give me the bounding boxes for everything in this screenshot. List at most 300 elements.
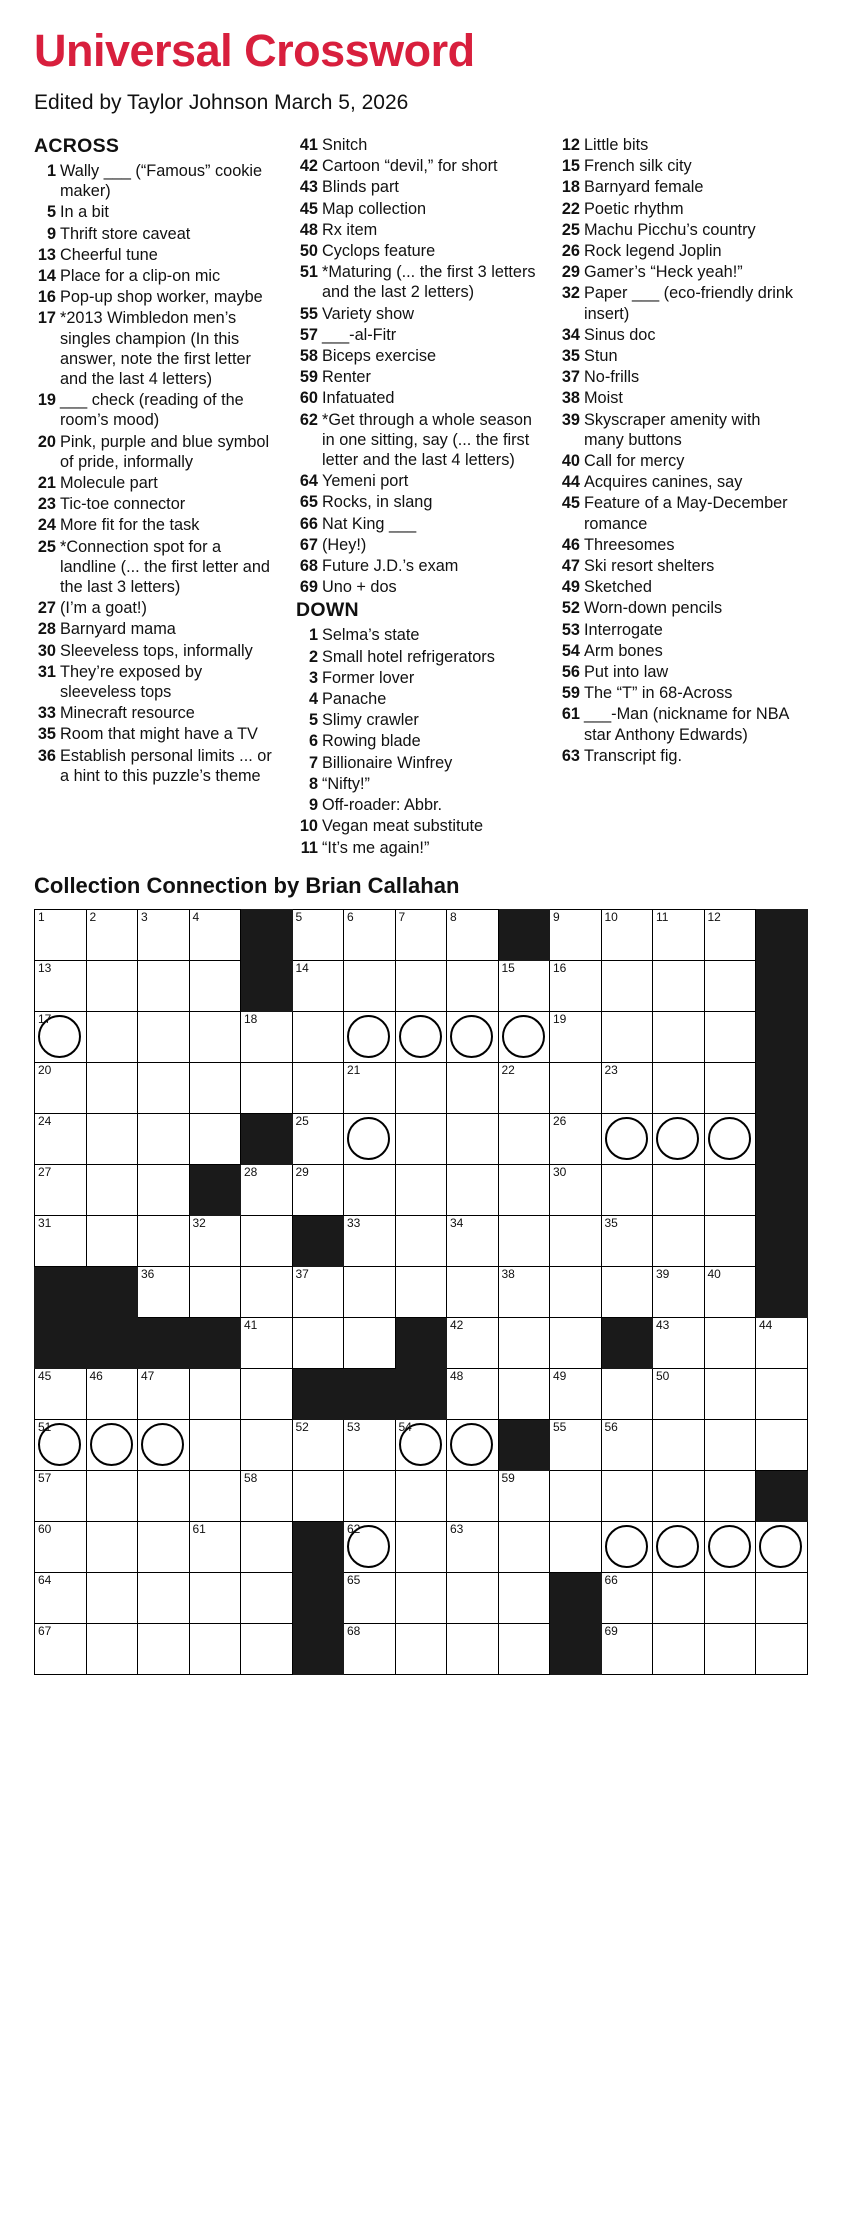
clue-item[interactable]: [558, 683, 798, 703]
grid-cell[interactable]: [653, 1164, 705, 1215]
grid-cell[interactable]: [653, 1470, 705, 1521]
grid-cell[interactable]: [138, 1572, 190, 1623]
clue-item[interactable]: [558, 620, 798, 640]
grid-cell[interactable]: [704, 1521, 756, 1572]
grid-cell[interactable]: [292, 1062, 344, 1113]
grid-cell[interactable]: [704, 1572, 756, 1623]
grid-cell[interactable]: [653, 909, 705, 960]
grid-cell[interactable]: [35, 1062, 87, 1113]
grid-cell[interactable]: [395, 1011, 447, 1062]
grid-cell[interactable]: [138, 1215, 190, 1266]
clue-item[interactable]: [296, 689, 536, 709]
grid-cell[interactable]: [447, 1062, 499, 1113]
grid-cell[interactable]: [292, 1470, 344, 1521]
grid-cell[interactable]: [344, 1011, 396, 1062]
grid-cell[interactable]: [601, 1266, 653, 1317]
clue-item[interactable]: [558, 451, 798, 471]
clue-item[interactable]: [558, 367, 798, 387]
grid-cell[interactable]: [241, 1623, 293, 1674]
clue-item[interactable]: [34, 641, 274, 661]
clue-item[interactable]: [34, 537, 274, 598]
grid-cell[interactable]: [550, 1062, 602, 1113]
clue-text: Small hotel refrigerators: [322, 647, 495, 666]
grid-cell[interactable]: [344, 1623, 396, 1674]
grid-cell[interactable]: [86, 960, 138, 1011]
grid-cell[interactable]: [35, 1419, 87, 1470]
grid-cell-number: 28: [244, 1164, 258, 1179]
grid-cell[interactable]: [550, 909, 602, 960]
clue-item[interactable]: [34, 224, 274, 244]
grid-cell[interactable]: [601, 1419, 653, 1470]
grid-cell[interactable]: [189, 1062, 241, 1113]
grid-cell[interactable]: [704, 1368, 756, 1419]
clue-item[interactable]: [34, 703, 274, 723]
grid-cell[interactable]: [189, 960, 241, 1011]
grid-cell[interactable]: [292, 909, 344, 960]
grid-cell-number: 13: [38, 960, 52, 975]
grid-cell[interactable]: [550, 1113, 602, 1164]
grid-cell-number: 53: [347, 1419, 361, 1434]
grid-cell[interactable]: [653, 1419, 705, 1470]
grid-cell[interactable]: [550, 1215, 602, 1266]
grid-cell[interactable]: [35, 1215, 87, 1266]
clue-item[interactable]: [296, 135, 536, 155]
grid-cell[interactable]: [653, 960, 705, 1011]
grid-cell[interactable]: [344, 1317, 396, 1368]
clue-column-3: [558, 135, 798, 767]
grid-cell[interactable]: [395, 1062, 447, 1113]
grid-cell[interactable]: [704, 1317, 756, 1368]
grid-cell[interactable]: [601, 1011, 653, 1062]
grid-cell[interactable]: [86, 1521, 138, 1572]
grid-cell[interactable]: [241, 1011, 293, 1062]
grid-cell[interactable]: [498, 1623, 550, 1674]
grid-cell[interactable]: [189, 1572, 241, 1623]
clue-item[interactable]: [296, 838, 536, 858]
grid-cell[interactable]: [395, 960, 447, 1011]
clue-item[interactable]: [296, 388, 536, 408]
grid-cell[interactable]: [344, 1419, 396, 1470]
grid-cell[interactable]: [344, 1470, 396, 1521]
clue-item[interactable]: [34, 746, 274, 786]
circle-marker-icon: [656, 1117, 699, 1160]
clue-item[interactable]: [296, 795, 536, 815]
clue-item[interactable]: [558, 556, 798, 576]
grid-cell[interactable]: [550, 1470, 602, 1521]
grid-cell[interactable]: [704, 1011, 756, 1062]
grid-cell[interactable]: [653, 1521, 705, 1572]
grid-cell[interactable]: [189, 1623, 241, 1674]
grid-cell[interactable]: [241, 1470, 293, 1521]
clue-item[interactable]: [34, 515, 274, 535]
clue-number: 27: [37, 599, 56, 618]
clue-item[interactable]: [34, 432, 274, 472]
grid-cell[interactable]: [498, 1215, 550, 1266]
grid-cell[interactable]: [292, 1317, 344, 1368]
circle-marker-icon: [656, 1525, 699, 1568]
grid-cell[interactable]: [241, 1572, 293, 1623]
clue-item[interactable]: [296, 816, 536, 836]
grid-cell[interactable]: [292, 1419, 344, 1470]
clue-item[interactable]: [34, 724, 274, 744]
grid-cell[interactable]: [35, 1011, 87, 1062]
clue-item[interactable]: [296, 753, 536, 773]
grid-cell[interactable]: [447, 1113, 499, 1164]
clue-item[interactable]: [296, 647, 536, 667]
grid-cell[interactable]: [601, 1470, 653, 1521]
grid-cell[interactable]: [292, 1113, 344, 1164]
clue-number: 14: [37, 267, 56, 286]
grid-cell[interactable]: [498, 1470, 550, 1521]
grid-cell[interactable]: [35, 1113, 87, 1164]
grid-cell[interactable]: [138, 1113, 190, 1164]
clue-text: Cyclops feature: [322, 242, 436, 261]
clue-item[interactable]: [296, 177, 536, 197]
grid-row: [35, 1572, 808, 1623]
grid-cell[interactable]: [447, 1266, 499, 1317]
grid-cell[interactable]: [395, 1521, 447, 1572]
grid-cell[interactable]: [601, 1521, 653, 1572]
grid-cell[interactable]: [35, 1521, 87, 1572]
clue-item[interactable]: [296, 410, 536, 471]
grid-cell[interactable]: [447, 1521, 499, 1572]
clue-text: Cheerful tune: [60, 245, 158, 264]
grid-cell[interactable]: [138, 1470, 190, 1521]
clue-item[interactable]: [558, 472, 798, 492]
clue-item[interactable]: [558, 135, 798, 155]
clue-item[interactable]: [296, 625, 536, 645]
grid-cell[interactable]: [498, 1164, 550, 1215]
grid-cell[interactable]: [447, 1011, 499, 1062]
grid-cell[interactable]: [395, 1266, 447, 1317]
grid-cell[interactable]: [601, 1062, 653, 1113]
clue-item[interactable]: [558, 283, 798, 323]
grid-cell[interactable]: [447, 909, 499, 960]
grid-cell[interactable]: [344, 909, 396, 960]
grid-cell[interactable]: [447, 1317, 499, 1368]
clue-item[interactable]: [34, 287, 274, 307]
grid-cell[interactable]: [86, 1419, 138, 1470]
clue-item[interactable]: [558, 346, 798, 366]
grid-cell[interactable]: [498, 1062, 550, 1113]
grid-cell[interactable]: [35, 1164, 87, 1215]
clue-item[interactable]: [558, 577, 798, 597]
clue-item[interactable]: [558, 262, 798, 282]
grid-cell-number: 65: [347, 1572, 361, 1587]
clue-item[interactable]: [296, 220, 536, 240]
grid-cell[interactable]: [498, 1266, 550, 1317]
grid-cell-block: [756, 1164, 808, 1215]
grid-cell[interactable]: [447, 1470, 499, 1521]
grid-cell[interactable]: [86, 1470, 138, 1521]
grid-cell[interactable]: [498, 1521, 550, 1572]
grid-cell[interactable]: [395, 1470, 447, 1521]
grid-cell[interactable]: [653, 1011, 705, 1062]
clue-item[interactable]: [296, 156, 536, 176]
grid-cell[interactable]: [138, 1062, 190, 1113]
clue-item[interactable]: [558, 177, 798, 197]
grid-cell[interactable]: [189, 1266, 241, 1317]
clue-item[interactable]: [296, 199, 536, 219]
grid-cell[interactable]: [756, 1572, 808, 1623]
clue-number: 21: [37, 474, 56, 493]
clue-text: Thrift store caveat: [60, 224, 191, 243]
grid-cell-number: 8: [450, 909, 457, 924]
grid-cell[interactable]: [86, 1113, 138, 1164]
clue-item[interactable]: [296, 346, 536, 366]
grid-cell[interactable]: [704, 1164, 756, 1215]
grid-cell[interactable]: [550, 1266, 602, 1317]
grid-cell[interactable]: [550, 1011, 602, 1062]
grid-cell[interactable]: [86, 1215, 138, 1266]
grid-cell[interactable]: [189, 1368, 241, 1419]
clue-item[interactable]: [34, 266, 274, 286]
clue-item[interactable]: [558, 220, 798, 240]
grid-cell[interactable]: [704, 1113, 756, 1164]
clue-item[interactable]: [296, 367, 536, 387]
grid-cell-block: [756, 1011, 808, 1062]
clue-item[interactable]: [34, 390, 274, 430]
clue-item[interactable]: [34, 662, 274, 702]
clue-item[interactable]: [34, 619, 274, 639]
grid-cell[interactable]: [704, 1215, 756, 1266]
clue-item[interactable]: [296, 241, 536, 261]
clue-item[interactable]: [558, 241, 798, 261]
grid-cell[interactable]: [653, 1368, 705, 1419]
grid-cell[interactable]: [756, 1623, 808, 1674]
clue-item[interactable]: [34, 473, 274, 493]
grid-cell[interactable]: [447, 1419, 499, 1470]
grid-cell[interactable]: [189, 1521, 241, 1572]
grid-cell[interactable]: [138, 1419, 190, 1470]
grid-cell[interactable]: [653, 1215, 705, 1266]
grid-cell[interactable]: [653, 1317, 705, 1368]
clue-item[interactable]: [34, 161, 274, 201]
grid-cell[interactable]: [550, 1164, 602, 1215]
grid-cell[interactable]: [447, 1623, 499, 1674]
clue-item[interactable]: [296, 492, 536, 512]
clue-text: They’re exposed by sleeveless tops: [60, 662, 203, 702]
clue-item[interactable]: [34, 598, 274, 618]
clue-item[interactable]: [296, 325, 536, 345]
grid-cell[interactable]: [138, 1368, 190, 1419]
clue-item[interactable]: [34, 494, 274, 514]
grid-cell[interactable]: [35, 909, 87, 960]
clue-number: 18: [561, 178, 580, 197]
grid-cell[interactable]: [498, 1572, 550, 1623]
grid-cell[interactable]: [138, 909, 190, 960]
grid-cell[interactable]: [86, 1164, 138, 1215]
grid-cell[interactable]: [344, 1521, 396, 1572]
down-clue-list-part2: [558, 135, 798, 766]
grid-cell[interactable]: [704, 909, 756, 960]
clue-item[interactable]: [558, 410, 798, 450]
grid-cell[interactable]: [395, 1215, 447, 1266]
grid-cell[interactable]: [395, 1419, 447, 1470]
grid-cell[interactable]: [86, 1062, 138, 1113]
grid-cell[interactable]: [653, 1266, 705, 1317]
clue-item[interactable]: [296, 471, 536, 491]
clue-item[interactable]: [558, 156, 798, 176]
grid-cell[interactable]: [86, 1368, 138, 1419]
grid-cell[interactable]: [86, 1572, 138, 1623]
grid-cell[interactable]: [601, 1572, 653, 1623]
clue-item[interactable]: [296, 514, 536, 534]
clue-item[interactable]: [296, 535, 536, 555]
grid-cell-number: 12: [707, 909, 721, 924]
grid-cell[interactable]: [344, 1266, 396, 1317]
grid-cell[interactable]: [138, 960, 190, 1011]
grid-cell[interactable]: [704, 1419, 756, 1470]
grid-cell[interactable]: [704, 1266, 756, 1317]
clue-item[interactable]: [296, 668, 536, 688]
grid-cell[interactable]: [395, 909, 447, 960]
grid-cell[interactable]: [241, 1062, 293, 1113]
grid-cell[interactable]: [704, 1470, 756, 1521]
grid-cell[interactable]: [395, 1164, 447, 1215]
grid-cell-number: 22: [501, 1062, 515, 1077]
clue-text: Sleeveless tops, informally: [60, 641, 253, 660]
clue-item[interactable]: [296, 304, 536, 324]
grid-cell[interactable]: [550, 1368, 602, 1419]
grid-cell[interactable]: [292, 1011, 344, 1062]
grid-cell[interactable]: [35, 1623, 87, 1674]
grid-cell[interactable]: [138, 1164, 190, 1215]
clue-item[interactable]: [34, 308, 274, 389]
grid-cell[interactable]: [601, 960, 653, 1011]
grid-cell[interactable]: [704, 1623, 756, 1674]
clue-item[interactable]: [558, 388, 798, 408]
grid-cell-number: 52: [295, 1419, 309, 1434]
clue-item[interactable]: [34, 202, 274, 222]
grid-cell[interactable]: [601, 1368, 653, 1419]
grid-cell[interactable]: [344, 960, 396, 1011]
grid-cell[interactable]: [189, 1215, 241, 1266]
clue-item[interactable]: [296, 731, 536, 751]
clue-item[interactable]: [558, 704, 798, 744]
grid-cell[interactable]: [395, 1572, 447, 1623]
grid-cell[interactable]: [550, 1521, 602, 1572]
grid-cell[interactable]: [653, 1113, 705, 1164]
grid-cell[interactable]: [395, 1113, 447, 1164]
grid-cell[interactable]: [292, 1266, 344, 1317]
grid-cell[interactable]: [550, 1419, 602, 1470]
grid-cell[interactable]: [35, 1572, 87, 1623]
grid-cell[interactable]: [601, 1623, 653, 1674]
grid-cell[interactable]: [653, 1572, 705, 1623]
clue-number: 54: [561, 641, 580, 660]
grid-cell[interactable]: [241, 1368, 293, 1419]
grid-cell[interactable]: [756, 1419, 808, 1470]
grid-cell[interactable]: [601, 909, 653, 960]
grid-cell[interactable]: [292, 1164, 344, 1215]
grid-cell[interactable]: [550, 960, 602, 1011]
grid-cell[interactable]: [704, 960, 756, 1011]
grid-cell[interactable]: [241, 1317, 293, 1368]
grid-cell[interactable]: [498, 1317, 550, 1368]
crossword-grid[interactable]: [34, 909, 808, 1675]
grid-cell-block: [292, 1368, 344, 1419]
grid-cell[interactable]: [86, 1011, 138, 1062]
grid-cell[interactable]: [447, 1572, 499, 1623]
clue-item[interactable]: [558, 598, 798, 618]
grid-cell[interactable]: [653, 1062, 705, 1113]
grid-cell[interactable]: [447, 1164, 499, 1215]
clue-item[interactable]: [296, 774, 536, 794]
grid-cell[interactable]: [498, 1368, 550, 1419]
grid-cell[interactable]: [756, 1317, 808, 1368]
grid-cell[interactable]: [241, 1266, 293, 1317]
grid-cell[interactable]: [138, 1011, 190, 1062]
grid-cell[interactable]: [138, 1623, 190, 1674]
grid-cell[interactable]: [189, 909, 241, 960]
clue-item[interactable]: [558, 535, 798, 555]
grid-cell[interactable]: [241, 1521, 293, 1572]
grid-cell[interactable]: [35, 1470, 87, 1521]
grid-cell[interactable]: [601, 1164, 653, 1215]
clue-text: *Get through a whole season in one sitting, say (... the first letter and the last 4 letters): [322, 410, 532, 470]
grid-cell[interactable]: [344, 1572, 396, 1623]
grid-cell[interactable]: [189, 1113, 241, 1164]
grid-cell[interactable]: [704, 1062, 756, 1113]
grid-cell[interactable]: [189, 1419, 241, 1470]
grid-cell[interactable]: [241, 1215, 293, 1266]
grid-cell[interactable]: [241, 1419, 293, 1470]
grid-cell[interactable]: [498, 960, 550, 1011]
clue-item[interactable]: [558, 662, 798, 682]
clue-item[interactable]: [34, 245, 274, 265]
grid-row: [35, 1521, 808, 1572]
grid-cell[interactable]: [601, 1113, 653, 1164]
grid-cell[interactable]: [344, 1062, 396, 1113]
grid-cell[interactable]: [498, 1011, 550, 1062]
grid-cell[interactable]: [86, 1623, 138, 1674]
grid-cell[interactable]: [498, 1113, 550, 1164]
clue-item[interactable]: [558, 493, 798, 533]
clue-item[interactable]: [558, 746, 798, 766]
grid-cell[interactable]: [344, 1164, 396, 1215]
grid-cell[interactable]: [86, 909, 138, 960]
grid-cell[interactable]: [447, 960, 499, 1011]
grid-cell[interactable]: [35, 1368, 87, 1419]
grid-cell[interactable]: [550, 1317, 602, 1368]
clue-item[interactable]: [296, 577, 536, 597]
grid-cell[interactable]: [601, 1215, 653, 1266]
clue-item[interactable]: [296, 556, 536, 576]
clue-item[interactable]: [296, 710, 536, 730]
clue-item[interactable]: [558, 641, 798, 661]
grid-cell[interactable]: [292, 960, 344, 1011]
grid-cell-number: 6: [347, 909, 354, 924]
grid-cell[interactable]: [447, 1215, 499, 1266]
grid-cell[interactable]: [35, 960, 87, 1011]
grid-cell[interactable]: [241, 1164, 293, 1215]
clue-item[interactable]: [296, 262, 536, 302]
grid-cell[interactable]: [138, 1521, 190, 1572]
grid-cell[interactable]: [189, 1011, 241, 1062]
clue-item[interactable]: [558, 199, 798, 219]
grid-cell[interactable]: [756, 1521, 808, 1572]
grid-cell[interactable]: [447, 1368, 499, 1419]
grid-cell[interactable]: [344, 1113, 396, 1164]
grid-cell[interactable]: [189, 1470, 241, 1521]
grid-cell[interactable]: [344, 1215, 396, 1266]
grid-cell[interactable]: [395, 1623, 447, 1674]
grid-cell[interactable]: [653, 1623, 705, 1674]
clue-item[interactable]: [558, 325, 798, 345]
grid-cell[interactable]: [138, 1266, 190, 1317]
grid-cell[interactable]: [756, 1368, 808, 1419]
